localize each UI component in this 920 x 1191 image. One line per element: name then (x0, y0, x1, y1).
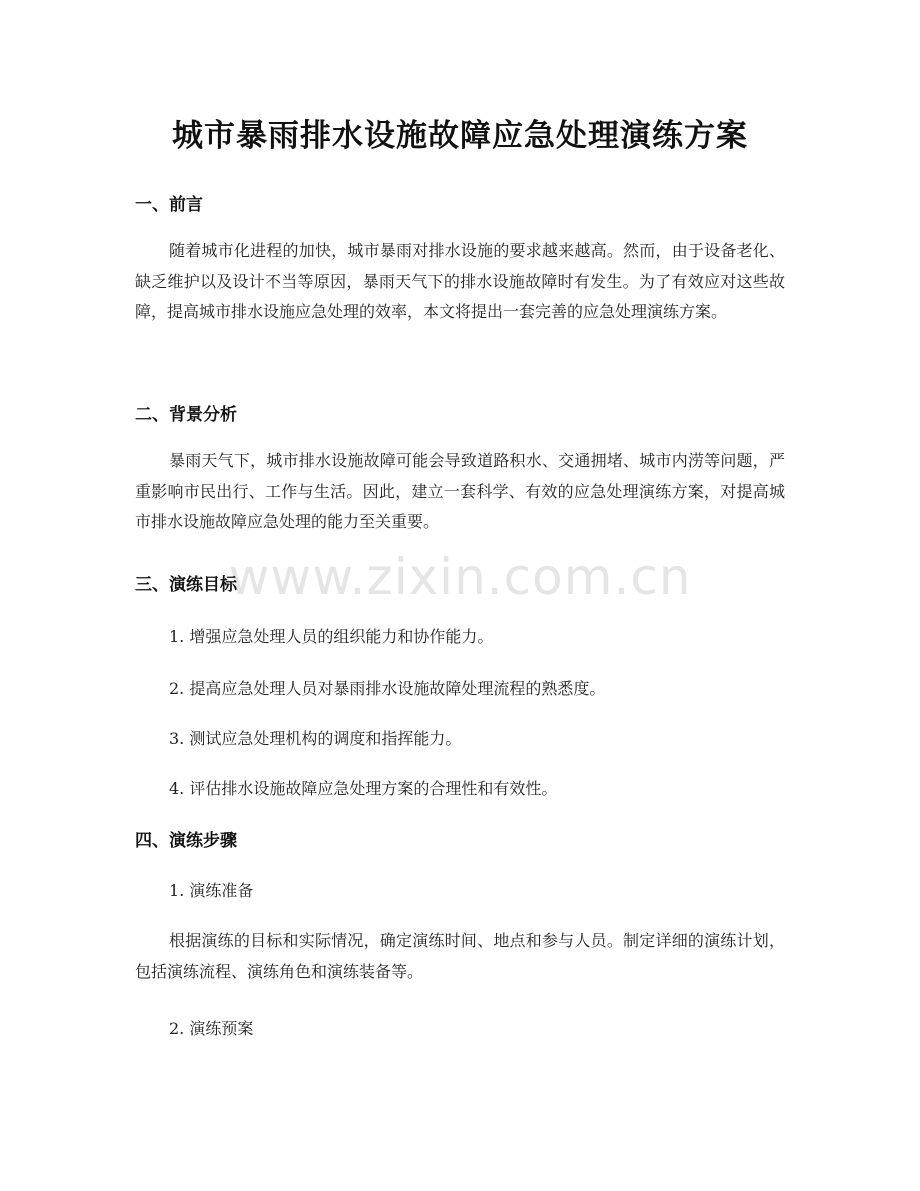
watermark: www.zixin.com.cn (228, 548, 692, 606)
section-heading-preface: 一、前言 (135, 195, 203, 215)
document-title: 城市暴雨排水设施故障应急处理演练方案 (172, 118, 748, 154)
section-heading-background: 二、背景分析 (135, 405, 237, 425)
goal-item: 1. 增强应急处理人员的组织能力和协作能力。 (169, 627, 494, 646)
step-title: 1. 演练准备 (169, 881, 254, 900)
section-paragraph-background: 暴雨天气下，城市排水设施故障可能会导致道路积水、交通拥堵、城市内涝等问题，严重影响市民出行、工作与生活。因此，建立一套科学、有效的应急处理演练方案，对提高城市排水设施故障应急处理的能力至关重要。 (135, 451, 785, 531)
step-title: 2. 演练预案 (169, 1019, 254, 1038)
section-heading-goals: 三、演练目标 (135, 575, 237, 595)
goal-item: 4. 评估排水设施故障应急处理方案的合理性和有效性。 (169, 779, 558, 798)
step-paragraph: 根据演练的目标和实际情况，确定演练时间、地点和参与人员。制定详细的演练计划，包括演练流程、演练角色和演练装备等。 (135, 931, 785, 981)
section-paragraph-preface: 随着城市化进程的加快，城市暴雨对排水设施的要求越来越高。然而，由于设备老化、缺乏维护以及设计不当等原因，暴雨天气下的排水设施故障时有发生。为了有效应对这些故障，提高城市排水设施应急处理的效率，本文将提出一套完善的应急处理演练方案。 (135, 241, 785, 321)
section-heading-steps: 四、演练步骤 (135, 831, 237, 851)
goal-item: 2. 提高应急处理人员对暴雨排水设施故障处理流程的熟悉度。 (169, 679, 606, 698)
goal-item: 3. 测试应急处理机构的调度和指挥能力。 (169, 729, 462, 748)
